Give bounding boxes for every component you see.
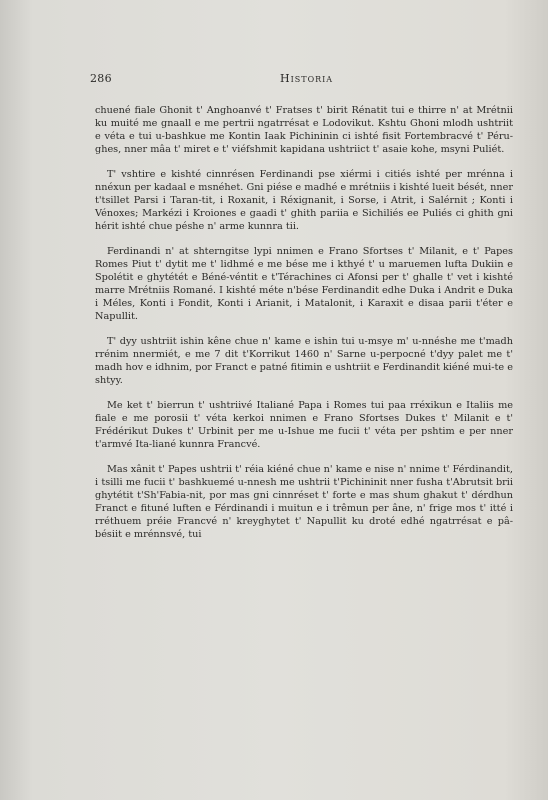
paragraph: Me ket t' bierrun t' ushtriivé Italiané Papa i Romes tui paa rréxikun e Italiis me fiale e me porosii t' véta kerkoi nnimen e Frano Sfortses Dukes t' Milanit e t' Frédérikut Dukes t' Urbinit per me u-Ishue me fucii t' véta per pshtim e per nner t'armvé Ita-liané kunnra Francvé. <box>95 400 513 450</box>
paragraph: chuené fiale Ghonit t' Anghoanvé t' Fratses t' birit Rénatit tui e thirre n' at Mrétnii ku muité me gnaall e me pertrii ngatrrésat e Lodovikut. Kshtu Ghoni mlodh ushtriit e véta e tui u-bashkue me Kontin Iaak Pichininin ci ishté fisit Fortembracvé t' Péru-ghes, nner mâa t' miret e t' viéfshmit kapidana ushtriict t' asaie kohe, msyni Puliét. <box>95 105 513 155</box>
paragraph: Mas xânit t' Papes ushtrii t' réia kiéné chue n' kame e nise n' nnime t' Férdinandit, i tsilli me fucii t' bashkuemé u-nnesh me ushtrii t'Pichininit nner fusha t'Abrutsit brii ghytétit t'Sh'Fabia-nit, por mas gni cinnréset t' forte e mas shum ghakut t' dérdhun Franct e fituné luften e Férdinandi i muitun e i trêmun per âne, n' frige mos t' itté i rréthuem préie Francvé n' kreyghytet t' Napullit ku droté edhé ngatrrésat e pâ-bésiit e mrénnsvé, tui <box>95 464 513 540</box>
paragraph: T' dyy ushtriit ishin kêne chue n' kame e ishin tui u-msye m' u-nnéshe me t'madh rrénim nnermiét, e me 7 dit t'Korrikut 1460 n' Sarne u-perpocné t'dyy palet me t' madh hov e idhnim, por Franct e patné fitimin e ushtriit e Ferdinandit kiéné mui-te e shtyy. <box>95 336 513 386</box>
running-title: Historia <box>280 72 334 85</box>
page-number: 286 <box>90 72 112 85</box>
paragraph: Ferdinandi n' at shterngitse lypi nnimen e Frano Sfortses t' Milanit, e t' Papes Romes Piut t' dytit me t' lidhmé e me bése me i kthyé t' u maruemen lufta Dukiin e Spolétit e ghytétét e Béné-véntit e t'Térachines ci Afonsi per t' ghalle t' vet i kishté marre Mrétniis Romané. I kishté méte n'bése Ferdinandit edhe Duka i Andrit e Duka i Méles, Konti i Fondit, Konti i Arianit, i Matalonit, i Karaxit e disaa parii t'éter e Napullit. <box>95 246 513 322</box>
paragraph: T' vshtire e kishté cinnrésen Ferdinandi pse xiérmi i citiés ishté per mrénna i nnéxun per kadaal e msnéhet. Gni piése e madhé e mrétniis i kishté lueit bését, nner t'tsillet Parsi i Taran-tit, i Roxanit, i Réxignanit, i Sorse, i Atrit, i Salérnit ; Konti i Vénoxes; Markézi i Kroiones e gaadi t' ghith pariia e Sichiliés ee Puliés ci ghith gni hérit ishté chue péshe n' arme kunnra tii. <box>95 169 513 232</box>
page-header <box>90 72 510 86</box>
body-text <box>95 104 513 541</box>
